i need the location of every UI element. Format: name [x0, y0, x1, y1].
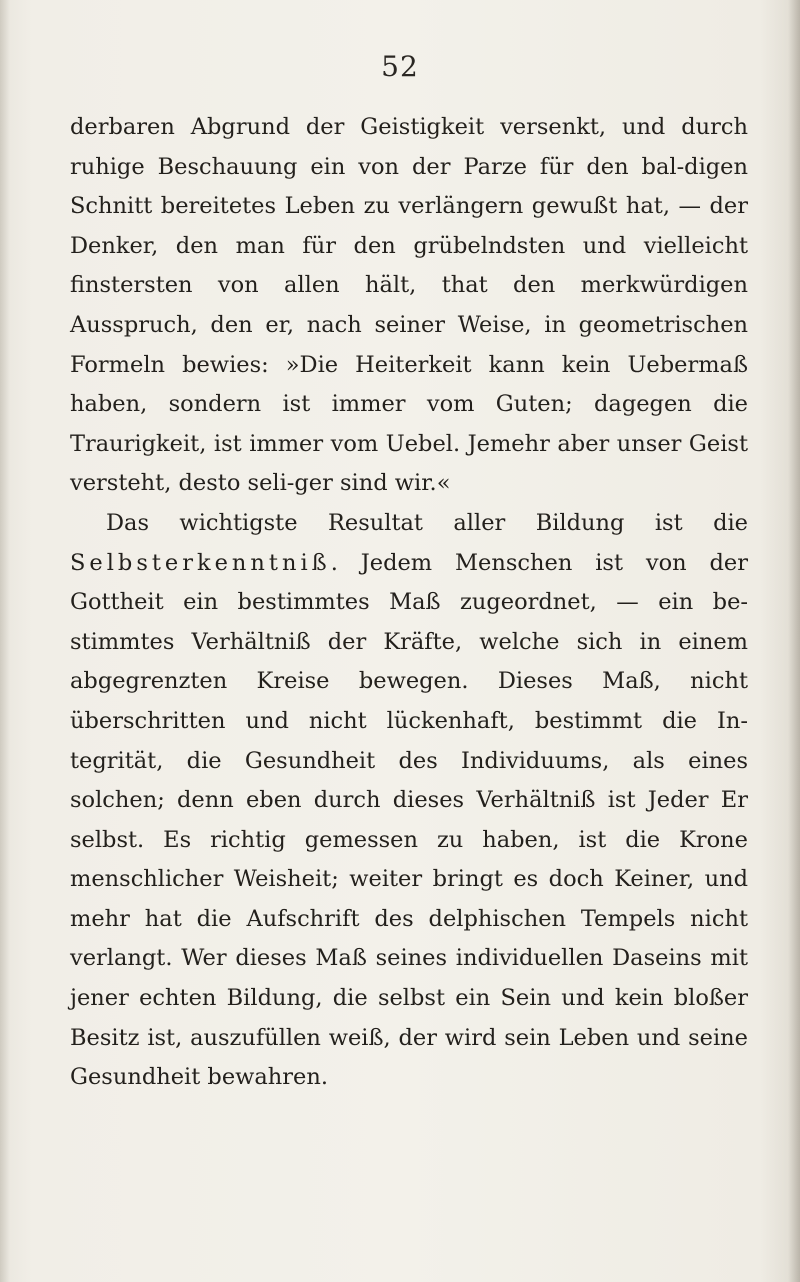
paragraph-1: derbaren Abgrund der Geistigkeit versenkt, und durch ruhige Beschauung ein von der Parze für den bal-digen Schnitt bereitetes Leben zu verlängern gewußt hat, — der Denker, den man für den grübelndsten und vielleicht finstersten von allen hält, that den merkwürdigen Ausspruch, den er, nach seiner Weise, in geometrischen Formeln bewies: »Die Heiterkeit kann kein Uebermaß haben, sondern ist immer vom Guten; dagegen die Traurigkeit, ist immer vom Uebel. Jemehr aber unser Geist versteht, desto seli-ger sind wir.« — [70, 114, 748, 497]
paragraph-2-rest: . Jedem Menschen ist von der Gottheit ein bestimmtes Maß zugeordnet, — ein be-stimmtes Verhältniß der Kräfte, welche sich in einem abgegrenzten Kreise bewegen. Dieses Maß, nicht überschritten und nicht lückenhaft, bestimmt die In-tegrität, die Gesundheit des Individuums, als eines solchen; denn eben durch dieses Verhältniß ist Jeder Er selbst. Es richtig gemessen zu haben, ist die Krone menschlicher Weisheit; weiter bringt es doch Keiner, und mehr hat die Aufschrift des delphischen Tempels nicht verlangt. Wer dieses Maß seines individuellen Daseins mit jener echten Bildung, die selbst ein Sein und kein bloßer Besitz ist, auszufüllen weiß, der wird sein Leben und seine Gesundheit bewahren. — [70, 549, 748, 1091]
emphasized-term: Selbsterkenntniß — [70, 549, 331, 576]
paragraph-2 — [70, 504, 748, 1098]
gutter-shadow — [0, 0, 10, 1282]
page-edge-shadow — [788, 0, 800, 1282]
page-number: 52 — [381, 50, 419, 83]
body-text — [70, 108, 748, 1098]
paragraph-2-start: Das wichtigste Resultat aller Bildung ist die — [106, 509, 748, 536]
